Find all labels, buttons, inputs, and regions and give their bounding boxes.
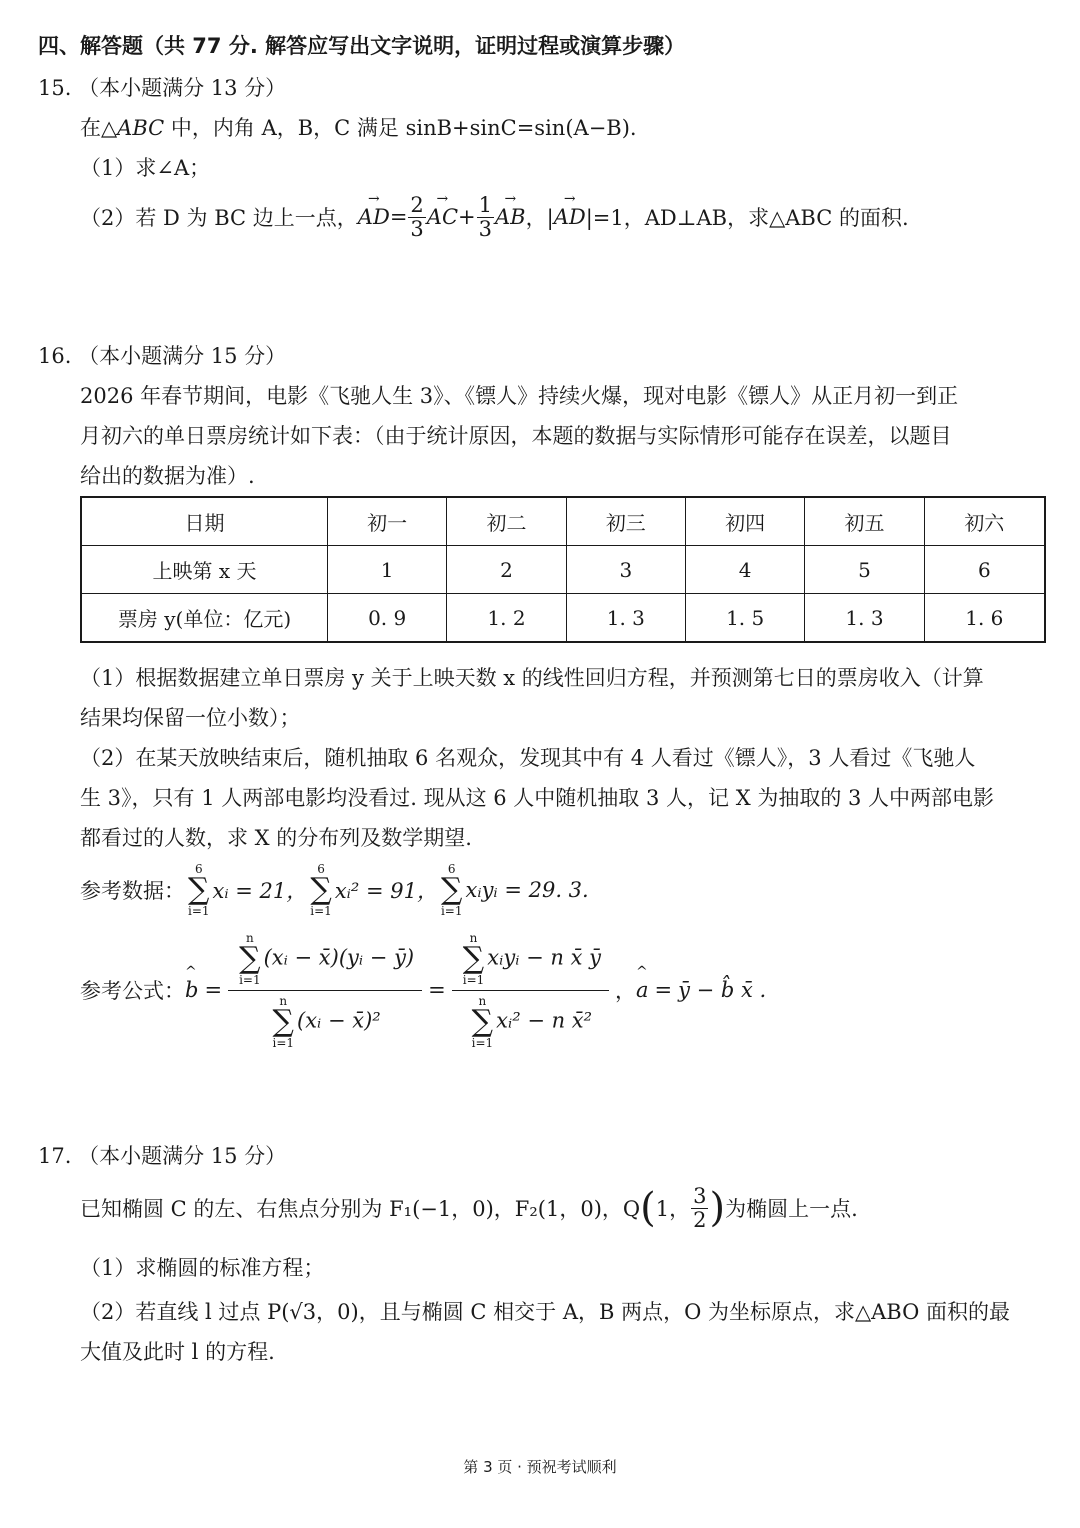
table-cell: 初二 [447, 497, 566, 546]
sigma-icon: n ∑ i=1 [239, 930, 261, 987]
sigma-icon: 6 ∑ i=1 [310, 862, 332, 918]
q16-stem-line3: 给出的数据为准）. [80, 464, 255, 488]
vector-ac: → AC [427, 205, 458, 229]
table-cell: 1. 6 [924, 594, 1045, 643]
a-formula: ȳ − b̂ x̄ . [678, 978, 767, 1002]
q17-heading [38, 1140, 286, 1170]
ref-data-label: 参考数据： [80, 879, 185, 903]
q16-part2-line2: 生 3》，只有 1 人两部电影均没看过. 现从这 6 人中随机抽取 3 人，记 X 为抽取的 3 人中两部电影 [80, 786, 995, 810]
vector-ab: → AB [495, 205, 526, 229]
q15-part2-end: |=1，AD⊥AB，求△ABC 的面积. [585, 206, 909, 230]
sum-lower: i=1 [462, 972, 485, 987]
formula-fraction-1 [228, 932, 422, 1049]
fraction-two-thirds [408, 194, 425, 239]
sum-upper: 6 [447, 862, 456, 876]
formula-numerator-1 [228, 932, 422, 991]
table-cell: 3 [566, 546, 685, 594]
q15-stem-abc: ABC [117, 116, 165, 140]
sigma-icon: 6 ∑ i=1 [188, 862, 210, 918]
table-cell: 初五 [805, 497, 924, 546]
sum-upper: n [245, 930, 254, 945]
sum-lower: i=1 [440, 904, 463, 918]
table-cell: 1. 3 [566, 594, 685, 643]
sigma-icon: n ∑ i=1 [471, 993, 494, 1050]
q16-part2-line1: （2）在某天放映结束后，随机抽取 6 名观众，发现其中有 4 人看过《镖人》，3 人看过《飞驰人 [80, 746, 976, 770]
q17-stem: 已知椭圆 C 的左、右焦点分别为 F₁(−1，0)，F₂(1，0)，Q ( 1， $\frac{3}{2}$ ) 为椭圆上一点. [80, 1184, 858, 1232]
q17-stem-suffix: 为椭圆上一点. [725, 1197, 858, 1221]
q15-part2-mid: ，| [525, 206, 554, 230]
sum-lower: i=1 [188, 904, 210, 918]
q17-part1: （1）求椭圆的标准方程； [80, 1256, 325, 1280]
q15-heading [38, 72, 286, 102]
q16-points: （本小题满分 15 分） [78, 344, 287, 368]
table-header-label: 日期 [81, 497, 328, 546]
q16-part2-line3: 都看过的人数，求 X 的分布列及数学期望. [80, 826, 472, 850]
table-cell: 初四 [685, 497, 804, 546]
q16-stem-line2: 月初六的单日票房统计如下表：（由于统计原因，本题的数据与实际情形可能存在误差，以题目 [80, 424, 952, 448]
table-cell: 初六 [924, 497, 1045, 546]
formula-fraction-2 [452, 932, 609, 1049]
table-cell: 0. 9 [328, 594, 447, 643]
formula-num-2: xᵢyᵢ − n x̄ ȳ [487, 945, 601, 969]
table-cell: 初三 [566, 497, 685, 546]
table-row-dates [81, 497, 1045, 546]
q15-stem-rest: 中，内角 A，B，C 满足 sinB+sinC=sin(A−B). [164, 116, 637, 140]
sum-upper: n [478, 993, 487, 1008]
q17-stem-prefix: 已知椭圆 C 的左、右焦点分别为 F₁(−1，0)，F₂(1，0)，Q [80, 1197, 641, 1221]
table-cell: 1. 5 [685, 594, 804, 643]
q15-points: （本小题满分 13 分） [78, 76, 287, 100]
table-row-x-label: 上映第 x 天 [81, 546, 328, 594]
ref-term-1: xᵢ = 21， [212, 879, 308, 903]
ref-formula-label: 参考公式： [80, 979, 185, 1003]
vector-ad: → AD [358, 205, 390, 229]
sum-lower: i=1 [239, 972, 261, 987]
sum-upper: n [279, 993, 288, 1008]
q17-point-x: 1， [655, 1197, 691, 1221]
fraction-one-third [477, 194, 494, 239]
sum-upper: n [469, 930, 478, 945]
frac-den: 3 [478, 216, 493, 241]
q15-part2 [80, 192, 909, 242]
formula-numerator-2 [452, 932, 609, 991]
table-cell: 5 [805, 546, 924, 594]
sum-lower: i=1 [272, 1035, 295, 1050]
q16-reference-data [80, 860, 589, 920]
plus-sign: + [458, 205, 476, 229]
q15-stem [80, 112, 637, 142]
box-office-table [80, 496, 1046, 643]
sum-upper: 6 [317, 862, 325, 876]
frac-num: 1 [478, 193, 493, 218]
frac-num: 3 [693, 1184, 707, 1209]
table-cell: 4 [685, 546, 804, 594]
a-hat: ^ a [636, 978, 649, 1002]
table-cell: 2 [447, 546, 566, 594]
table-row-y [81, 594, 1045, 643]
table-cell: 1. 2 [447, 594, 566, 643]
q16-heading [38, 340, 286, 370]
table-cell: 6 [924, 546, 1045, 594]
frac-den: 3 [410, 216, 424, 241]
section-header: 四、解答题（共 77 分. 解答应写出文字说明，证明过程或演算步骤） [38, 34, 686, 58]
q17-points: （本小题满分 15 分） [78, 1144, 287, 1168]
q16-reference-formula: 参考公式： ^ b = n ∑ i=1 (xᵢ − x̄)(yᵢ − ȳ) n ∑ i=1 (xᵢ − x̄)² = n ∑ i=1 xᵢyᵢ − n x̄ ȳ n ∑ i=1 xᵢ² − n x̄² ， ^ a = ȳ − b̂ x̄ . [80, 930, 766, 1050]
q15-number: 15. [38, 76, 72, 100]
formula-denominator-2 [452, 991, 609, 1049]
q17-number: 17. [38, 1144, 72, 1168]
equals-sign: = [389, 205, 408, 229]
q15-part1: （1）求∠A； [80, 156, 211, 180]
sum-upper: 6 [194, 862, 203, 876]
frac-num: 2 [410, 193, 424, 218]
q16-part1-line2: 结果均保留一位小数）； [80, 706, 301, 730]
vector-ad-abs: → AD [554, 205, 586, 229]
frac-den: 2 [693, 1207, 707, 1232]
q17-part2-line2: 大值及此时 l 的方程. [80, 1340, 275, 1364]
sum-lower: i=1 [471, 1035, 494, 1050]
formula-den-2: xᵢ² − n x̄² [496, 1008, 593, 1032]
table-row-x [81, 546, 1045, 594]
ref-term-3: xᵢyᵢ = 29. 3. [465, 878, 589, 902]
table-cell: 1 [328, 546, 447, 594]
page-footer: 第 3 页 · 预祝考试顺利 [463, 1458, 617, 1476]
formula-num-1: (xᵢ − x̄)(yᵢ − ȳ) [263, 945, 415, 969]
q15-part2-prefix: （2）若 D 为 BC 边上一点， [80, 206, 358, 230]
ref-term-2: xᵢ² = 91， [334, 879, 438, 903]
sigma-icon: 6 ∑ i=1 [440, 862, 463, 918]
q16-number: 16. [38, 344, 72, 368]
sum-lower: i=1 [310, 904, 332, 918]
sigma-icon: n ∑ i=1 [462, 930, 485, 987]
q15-stem-prefix: 在△ [80, 116, 118, 140]
q16-stem-line1: 2026 年春节期间，电影《飞驰人生 3》、《镖人》持续火爆，现对电影《镖人》从正月初一到正 [80, 384, 959, 408]
fraction-three-halves [691, 1185, 708, 1230]
table-cell: 1. 3 [805, 594, 924, 643]
q16-part1-line1: （1）根据数据建立单日票房 y 关于上映天数 x 的线性回归方程，并预测第七日的票房收入（计算 [80, 666, 984, 690]
formula-denominator-1 [228, 991, 422, 1049]
sigma-icon: n ∑ i=1 [272, 993, 295, 1050]
table-row-y-label: 票房 y(单位：亿元) [81, 594, 328, 643]
table-cell: 初一 [328, 497, 447, 546]
q17-part2-line1: （2）若直线 l 过点 P(√3，0)，且与椭圆 C 相交于 A，B 两点，O 为坐标原点，求△ABO 面积的最 [80, 1300, 1011, 1324]
formula-den-1: (xᵢ − x̄)² [297, 1008, 381, 1032]
b-hat: ^ b [185, 978, 198, 1002]
